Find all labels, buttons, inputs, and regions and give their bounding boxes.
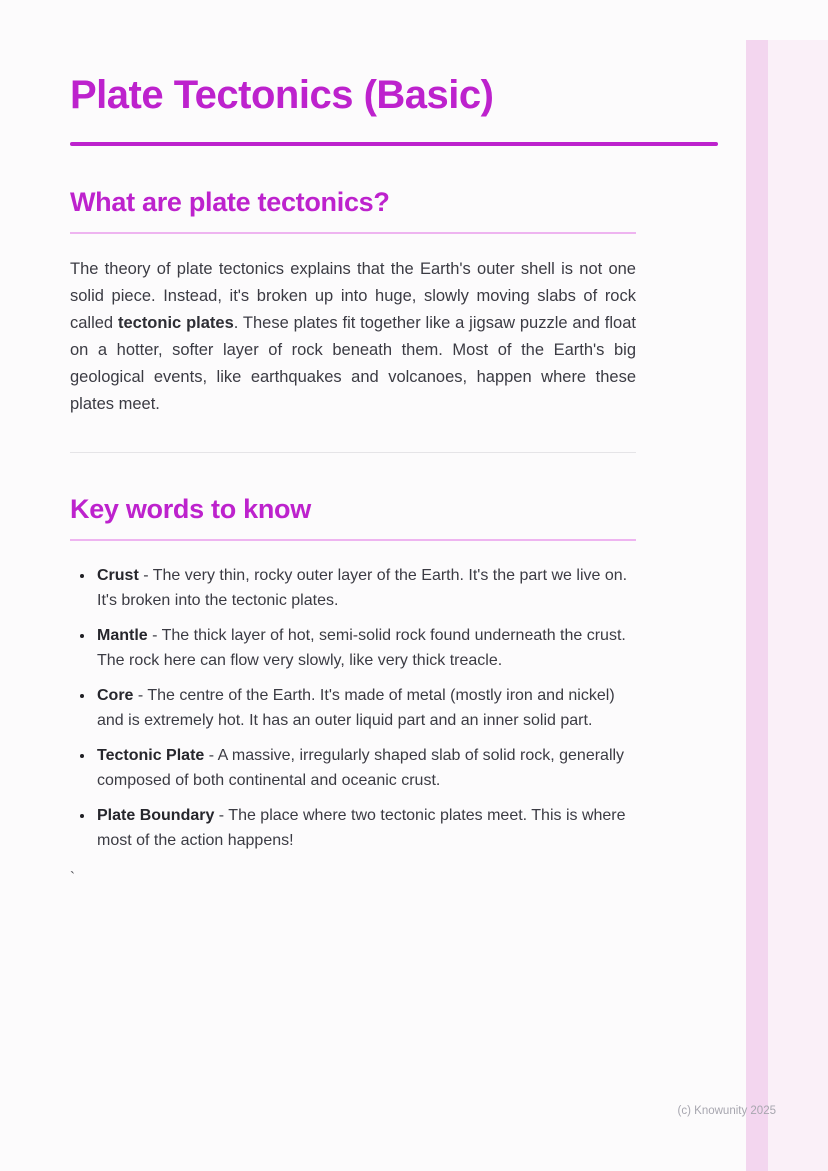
document-content (70, 0, 636, 886)
keyword-definition: - The very thin, rocky outer layer of the Earth. It's the part we live on. It's broken into the tectonic plates. (97, 567, 628, 609)
section-key-words (70, 493, 636, 853)
keyword-term: Mantle (97, 627, 148, 644)
keyword-list (70, 563, 636, 853)
keyword-term: Core (97, 687, 134, 704)
intro-section-heading: What are plate tectonics? (70, 186, 636, 234)
intro-paragraph-text-1: The theory of plate tectonics explains that the Earth's outer shell is not one solid piece. Instead, it's broken up into huge, slowly moving slabs of rock called (70, 260, 636, 332)
keyword-definition: - The thick layer of hot, semi-solid rock found underneath the crust. The rock here can flow very slowly, like very thick treacle. (97, 627, 626, 669)
list-item (95, 743, 636, 793)
page-title: Plate Tectonics (Basic) (70, 73, 494, 117)
keyword-definition: - A massive, irregularly shaped slab of solid rock, generally composed of both continental and oceanic crust. (97, 747, 625, 789)
list-item (95, 623, 636, 673)
keyword-term: Crust (97, 567, 139, 584)
keyword-term: Plate Boundary (97, 807, 215, 824)
right-side-panel (768, 40, 828, 1171)
intro-paragraph (70, 256, 636, 418)
keywords-section-heading: Key words to know (70, 493, 636, 541)
keyword-definition: - The place where two tectonic plates meet. This is where most of the action happens! (97, 807, 626, 849)
title-rule (70, 142, 718, 146)
intro-paragraph-text-2: . These plates fit together like a jigsaw puzzle and float on a hotter, softer layer of rock beneath them. Most of the Earth's big geological events, like earthquakes and volcanoes, happen where these plates meet. (70, 314, 636, 413)
right-accent-strip (746, 40, 768, 1171)
stray-backtick: ` (70, 869, 75, 886)
footer-credit: (c) Knowunity 2025 (677, 1105, 776, 1117)
keyword-definition: - The centre of the Earth. It's made of metal (mostly iron and nickel) and is extremely hot. It has an outer liquid part and an inner solid part. (97, 687, 615, 729)
keyword-term: Tectonic Plate (97, 747, 205, 764)
section-divider (70, 452, 636, 453)
section-what-are-plate-tectonics (70, 186, 636, 418)
list-item (95, 563, 636, 613)
list-item (95, 683, 636, 733)
intro-paragraph-bold-term: tectonic plates (117, 314, 234, 332)
list-item (95, 803, 636, 853)
